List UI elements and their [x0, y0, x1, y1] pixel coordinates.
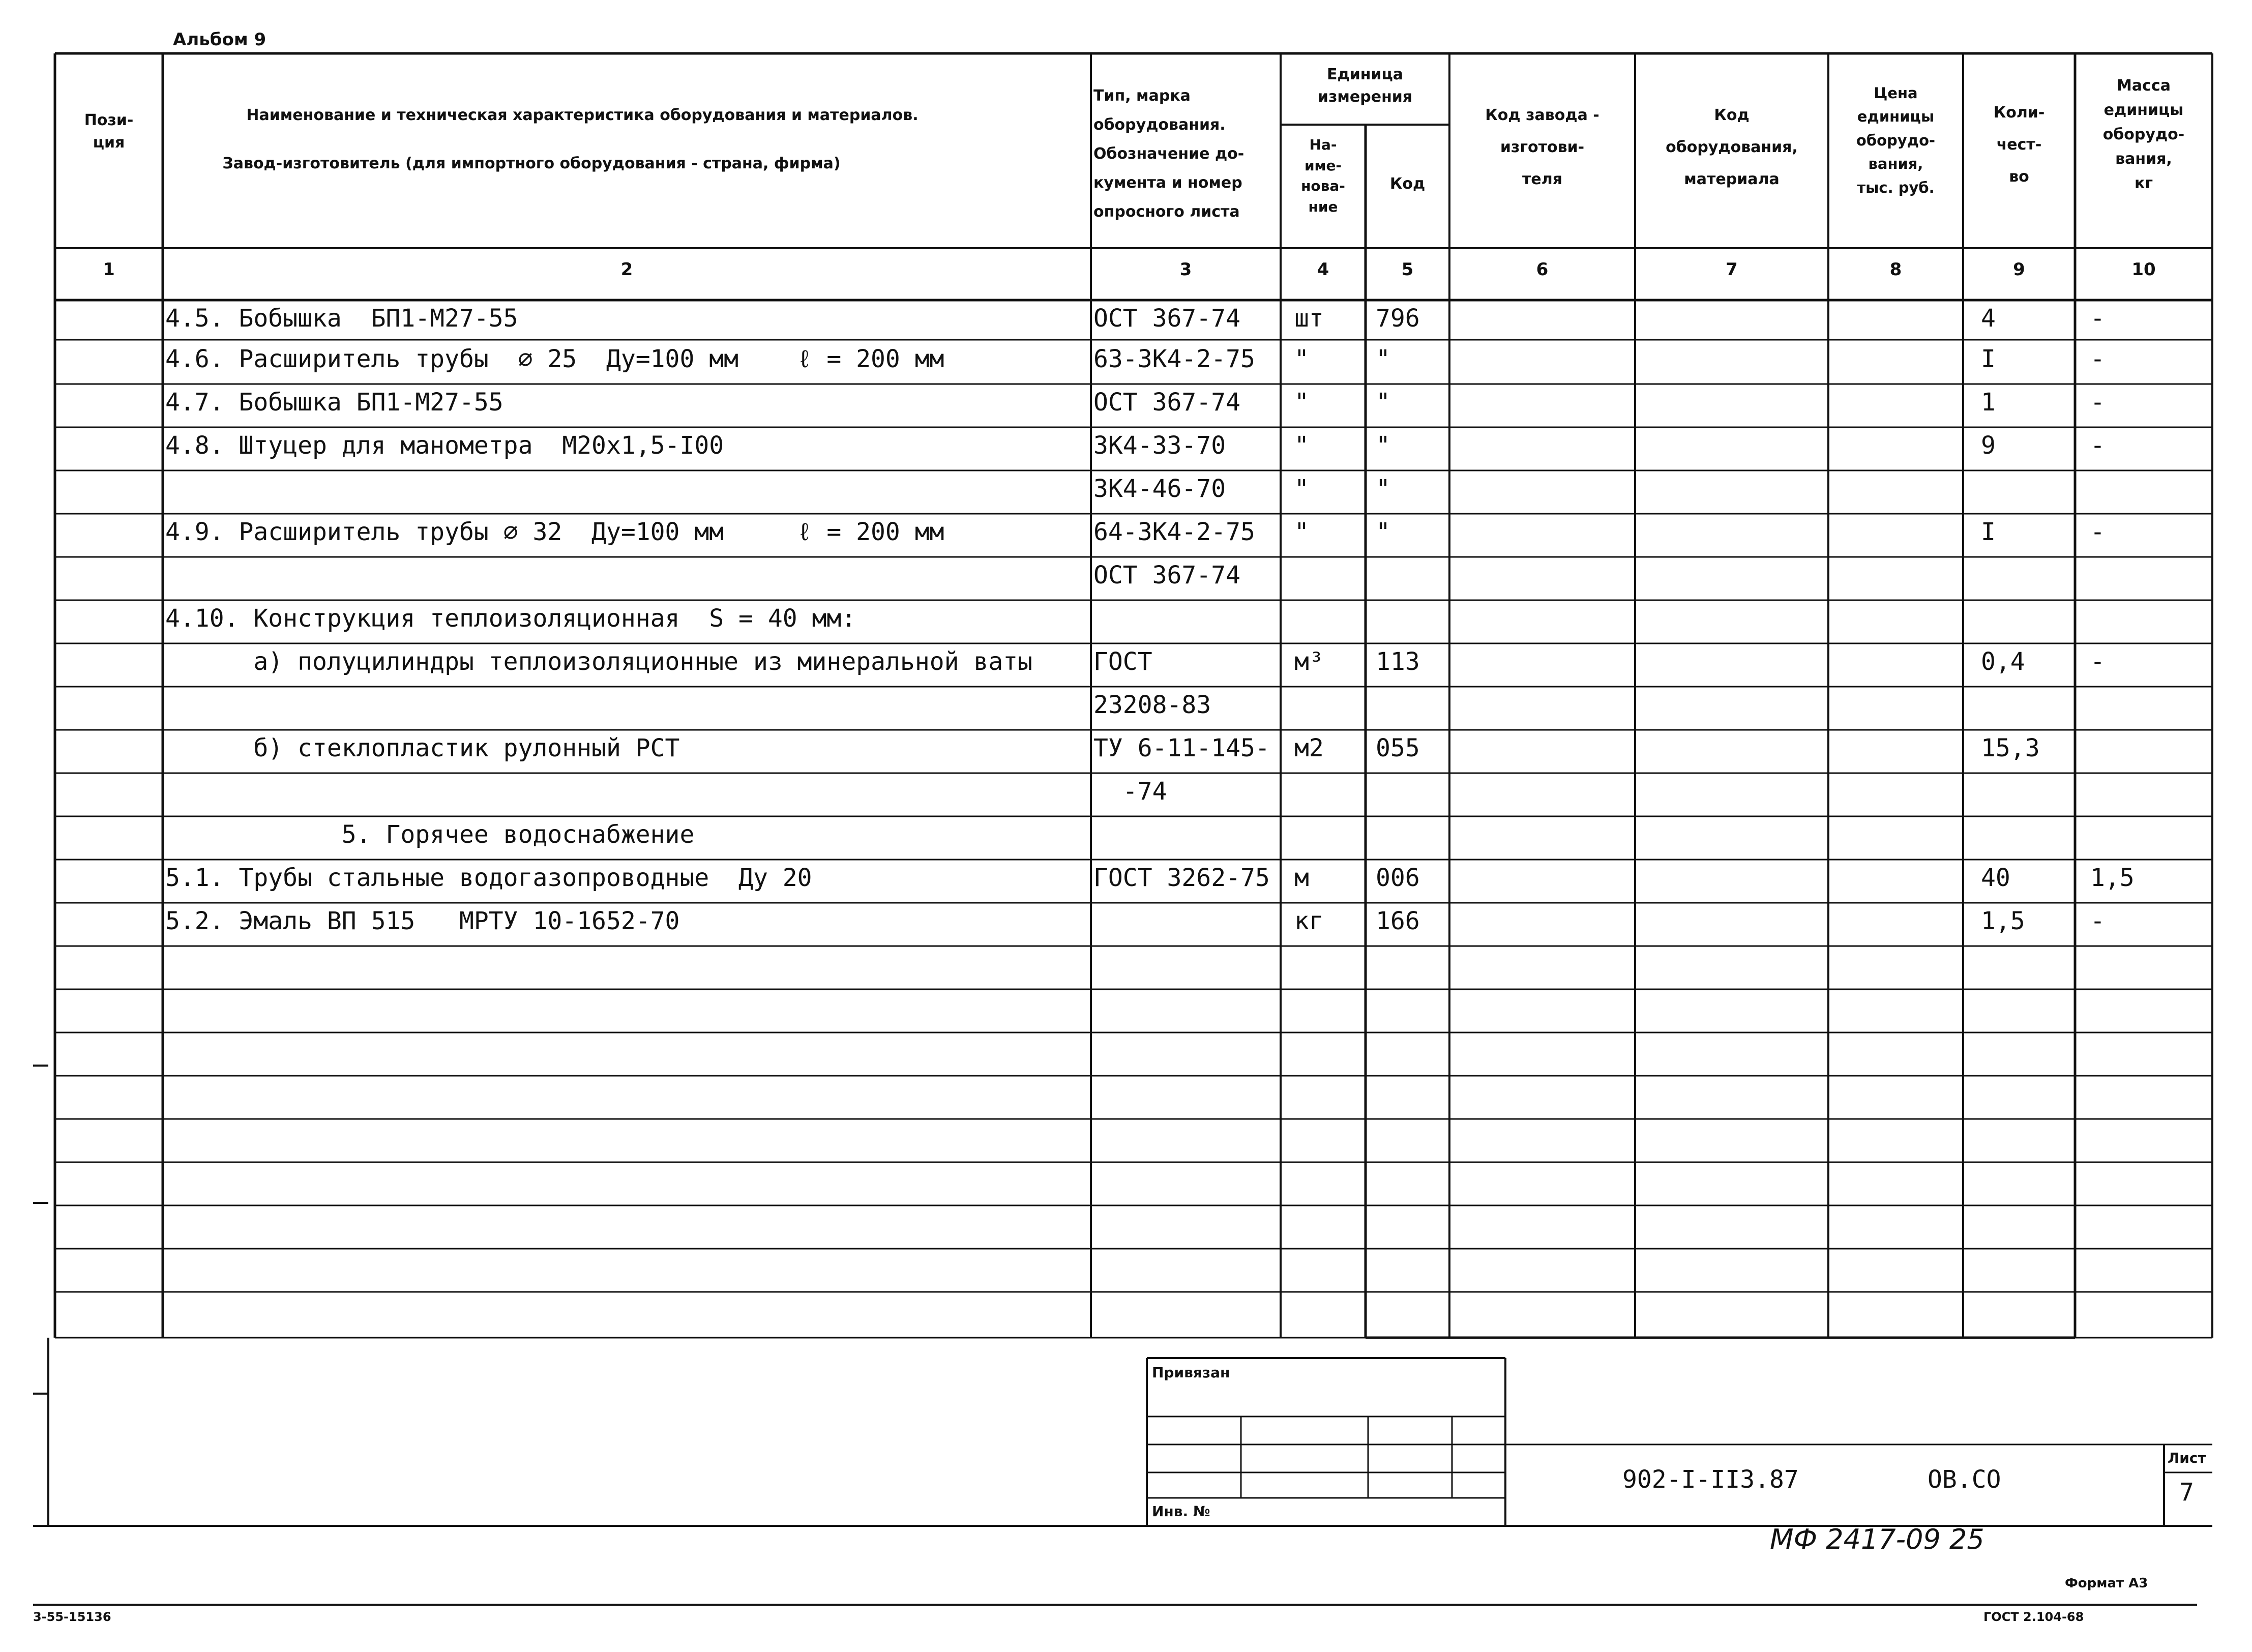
- row-name: 4.10. Конструкция теплоизоляционная S = 40 мм:: [165, 604, 856, 633]
- row-unit: ": [1294, 475, 1309, 503]
- row-name: 4.5. Бобышка БП1-М27-55: [165, 304, 518, 333]
- header-name-line2: Завод-изготовитель (для импортного оборудования - страна, фирма): [222, 155, 841, 172]
- footer-left: 3-55-15136: [33, 1610, 111, 1624]
- row-type: ТУ 6-11-145-: [1093, 734, 1270, 762]
- col-number: 4: [1317, 259, 1329, 280]
- row-code: 113: [1376, 647, 1420, 676]
- sheet-code: ОВ.СО: [1928, 1465, 2001, 1494]
- header-type: Тип, марка оборудования. Обозначение до- кумента и номер опросного листа: [1093, 87, 1244, 221]
- row-mass: -: [2090, 345, 2105, 373]
- row-code: ": [1376, 345, 1390, 373]
- row-unit: кг: [1294, 907, 1324, 935]
- stamp-inv: Инв. №: [1152, 1503, 1210, 1520]
- row-mass: -: [2090, 388, 2105, 417]
- row-quantity: I: [1981, 518, 1996, 546]
- col-number: 6: [1536, 259, 1549, 280]
- row-code: 006: [1376, 864, 1420, 892]
- row-name: 5.1. Трубы стальные водогазопроводные Ду 20: [165, 864, 812, 892]
- row-code: ": [1376, 388, 1390, 417]
- footer-right: ГОСТ 2.104-68: [1983, 1610, 2084, 1624]
- header-unit-code: Код: [1389, 175, 1426, 193]
- col-number: 5: [1401, 259, 1414, 280]
- row-type: ГОСТ 3262-75: [1093, 864, 1270, 892]
- row-quantity: I: [1981, 345, 1996, 373]
- row-name: 5.2. Эмаль ВП 515 МРТУ 10-1652-70: [165, 907, 680, 935]
- row-unit: м: [1294, 864, 1309, 892]
- format-label: Формат А3: [2065, 1576, 2148, 1591]
- row-type: 63-3К4-2-75: [1093, 345, 1255, 373]
- row-quantity: 9: [1981, 431, 1996, 460]
- row-code: 796: [1376, 304, 1420, 333]
- row-unit: ": [1294, 388, 1309, 417]
- row-type: ОСТ 367-74: [1093, 561, 1240, 589]
- col-number: 8: [1889, 259, 1902, 280]
- row-code: ": [1376, 431, 1390, 460]
- header-mass: Масса единицы оборудо- вания, кг: [2102, 77, 2185, 192]
- row-unit: м³: [1294, 647, 1324, 676]
- doc-number: 902-I-II3.87: [1622, 1465, 1799, 1494]
- col-number: 1: [103, 259, 115, 280]
- album-label: Альбом 9: [173, 29, 266, 50]
- header-position: Пози- ция: [84, 111, 134, 152]
- row-quantity: 0,4: [1981, 647, 2025, 676]
- row-quantity: 4: [1981, 304, 1996, 333]
- header-equipment-code: Код оборудования, материала: [1666, 106, 1798, 188]
- header-quantity: Коли- чест- во: [1993, 104, 2045, 186]
- header-unit-name: На- име- нова- ние: [1301, 136, 1345, 215]
- row-unit: шт: [1294, 304, 1324, 333]
- row-type: ОСТ 367-74: [1093, 304, 1240, 333]
- row-quantity: 15,3: [1981, 734, 2040, 762]
- row-quantity: 40: [1981, 864, 2010, 892]
- list-label: Лист: [2168, 1450, 2206, 1466]
- row-code: 166: [1376, 907, 1420, 935]
- header-unit: Единица измерения: [1317, 66, 1413, 106]
- row-code: 055: [1376, 734, 1420, 762]
- header-price: Цена единицы оборудо- вания, тыс. руб.: [1856, 84, 1936, 196]
- col-number: 7: [1726, 259, 1738, 280]
- handwritten-note: МФ 2417-09 25: [1770, 1523, 1984, 1555]
- row-type: 3К4-33-70: [1093, 431, 1226, 460]
- row-mass: -: [2090, 518, 2105, 546]
- col-number: 3: [1179, 259, 1192, 280]
- row-name: 5. Горячее водоснабжение: [165, 820, 695, 849]
- row-mass: -: [2090, 647, 2105, 676]
- row-name: б) стеклопластик рулонный РСТ: [165, 734, 680, 762]
- row-unit: ": [1294, 518, 1309, 546]
- row-type: 3К4-46-70: [1093, 475, 1226, 503]
- row-code: ": [1376, 475, 1390, 503]
- row-type: -74: [1093, 777, 1167, 806]
- col-number: 10: [2131, 259, 2156, 280]
- row-type: 64-3К4-2-75: [1093, 518, 1255, 546]
- row-unit: м2: [1294, 734, 1324, 762]
- row-unit: ": [1294, 345, 1309, 373]
- row-type: ОСТ 367-74: [1093, 388, 1240, 417]
- row-mass: 1,5: [2090, 864, 2135, 892]
- row-quantity: 1: [1981, 388, 1996, 417]
- row-quantity: 1,5: [1981, 907, 2025, 935]
- row-unit: ": [1294, 431, 1309, 460]
- row-mass: -: [2090, 907, 2105, 935]
- list-number: 7: [2179, 1478, 2194, 1507]
- row-code: ": [1376, 518, 1390, 546]
- row-name: 4.6. Расширитель трубы ∅ 25 Ду=100 мм ℓ = 200 мм: [165, 345, 944, 373]
- row-name: а) полуцилиндры теплоизоляционные из минеральной ваты: [165, 647, 1033, 676]
- row-name: 4.8. Штуцер для манометра М20х1,5-I00: [165, 431, 724, 460]
- row-mass: -: [2090, 431, 2105, 460]
- row-type: ГОСТ: [1093, 647, 1152, 676]
- col-number: 2: [620, 259, 633, 280]
- row-mass: -: [2090, 304, 2105, 333]
- row-name: 4.9. Расширитель трубы ∅ 32 Ду=100 мм ℓ = 200 мм: [165, 518, 944, 546]
- col-number: 9: [2013, 259, 2025, 280]
- header-name-line1: Наименование и техническая характеристика оборудования и материалов.: [246, 106, 918, 124]
- header-factory-code: Код завода - изготови- теля: [1485, 106, 1599, 188]
- row-type: 23208-83: [1093, 691, 1211, 719]
- row-name: 4.7. Бобышка БП1-М27-55: [165, 388, 503, 417]
- stamp-privyazan: Привязан: [1152, 1364, 1230, 1381]
